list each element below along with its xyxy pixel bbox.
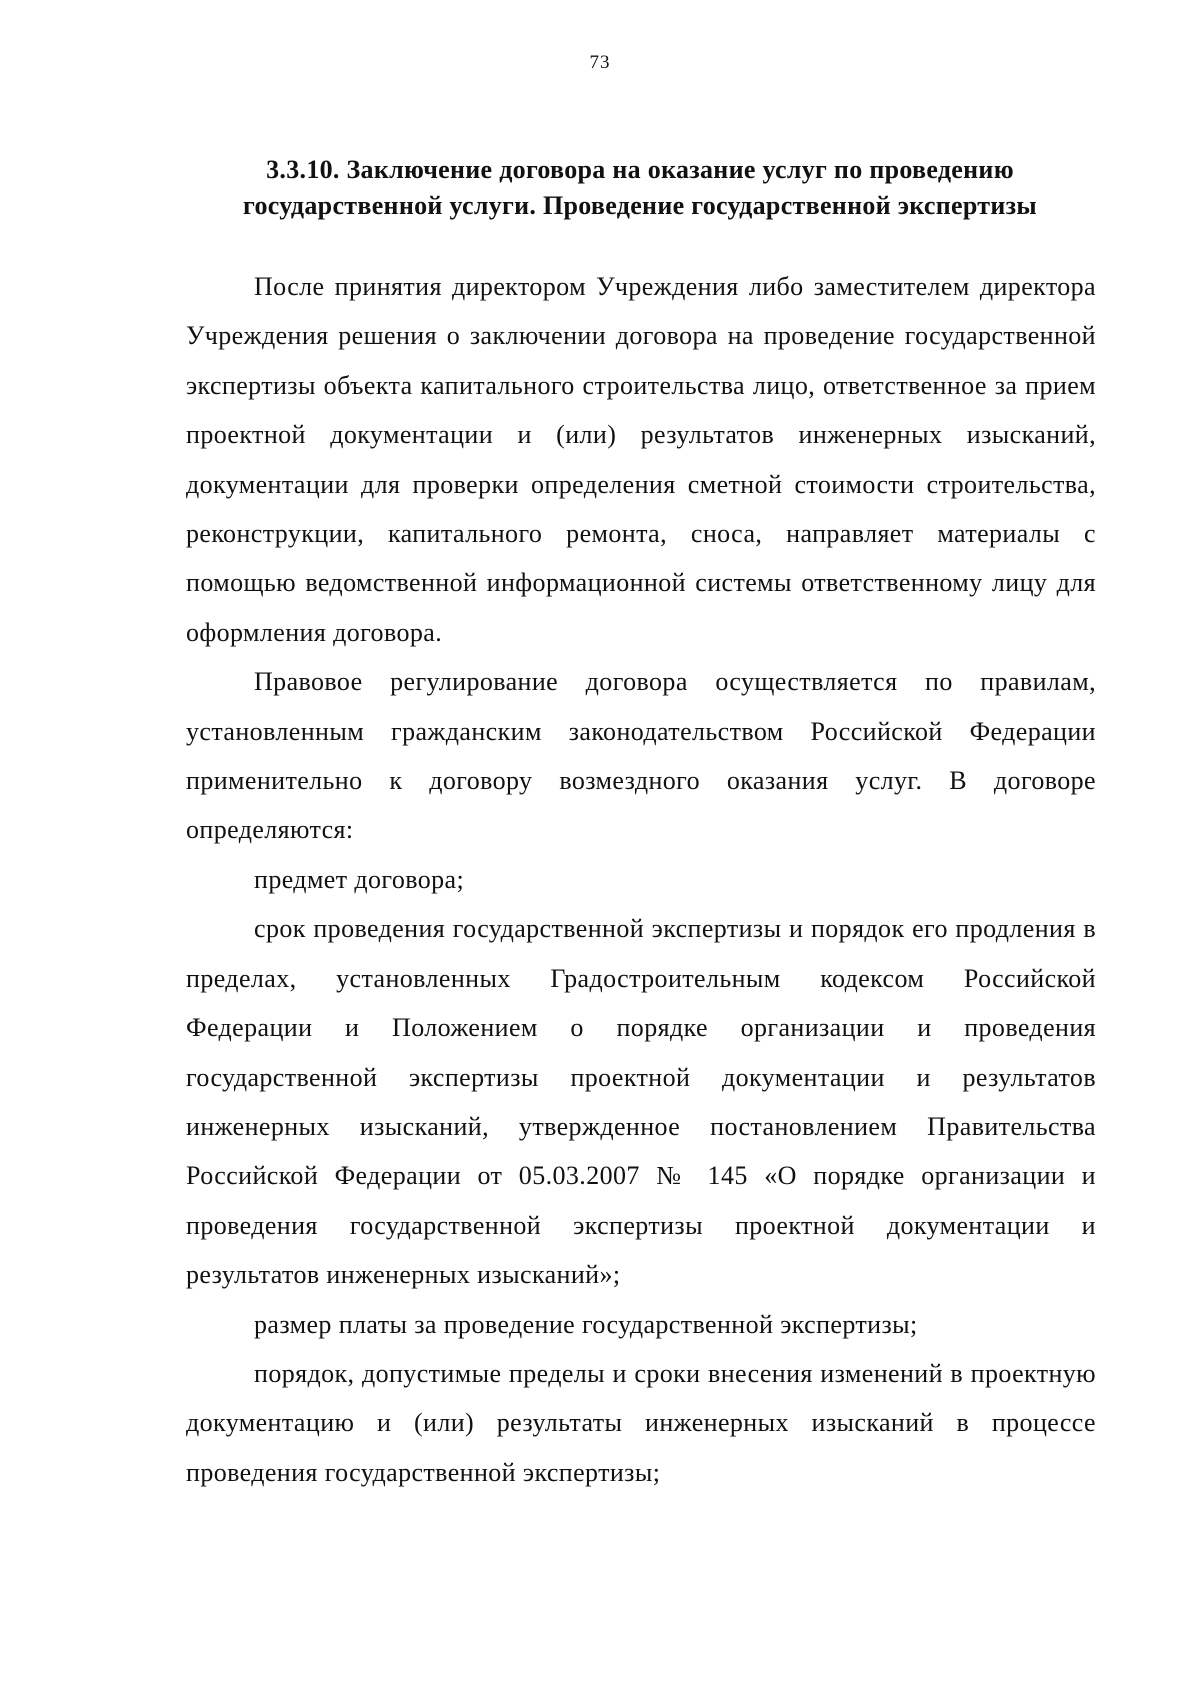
- list-item-contract-subject: предмет договора;: [254, 864, 465, 894]
- paragraph-contract-initiation: После принятия директором Учреждения либо заместителем директора Учреждения решения о заключении договора на проведение государственной экспертизы объекта капитального строительства лицо, ответственное за прием проектной документации и (или) результатов инженерных изысканий, документации для проверки определения сметной стоимости строительства, реконструкции, капитального ремонта, сноса, направляет материалы с помощью ведомственной информационной системы ответственному лицу для оформления договора.: [186, 272, 1096, 647]
- list-item-expertise-term: срок проведения государственной экспертизы и порядок его продления в пределах, установленных Градостроительным кодексом Российской Федерации и Положением о порядке организации и проведения государственной экспертизы проектной документации и результатов инженерных изысканий, утвержденное постановлением Правительства Российской Федерации от 05.03.2007 № 145 «О порядке организации и проведения государственной экспертизы проектной документации и результатов инженерных изысканий»;: [186, 914, 1096, 1290]
- list-item-fee-amount: размер платы за проведение государственной экспертизы;: [254, 1309, 918, 1339]
- document-body: [186, 262, 1096, 1497]
- section-heading: 3.3.10. Заключение договора на оказание услуг по проведению государственной услуги. Проведение государственной экспертизы: [243, 155, 1037, 220]
- list-item-change-procedure: порядок, допустимые пределы и сроки внесения изменений в проектную документацию и (или) результаты инженерных изысканий в процессе проведения государственной экспертизы;: [186, 1358, 1096, 1487]
- paragraph-legal-regulation: Правовое регулирование договора осуществляется по правилам, установленным гражданским законодательством Российской Федерации применительно к договору возмездного оказания услуг. В договоре определяются:: [186, 667, 1096, 845]
- page-number: 73: [589, 52, 611, 73]
